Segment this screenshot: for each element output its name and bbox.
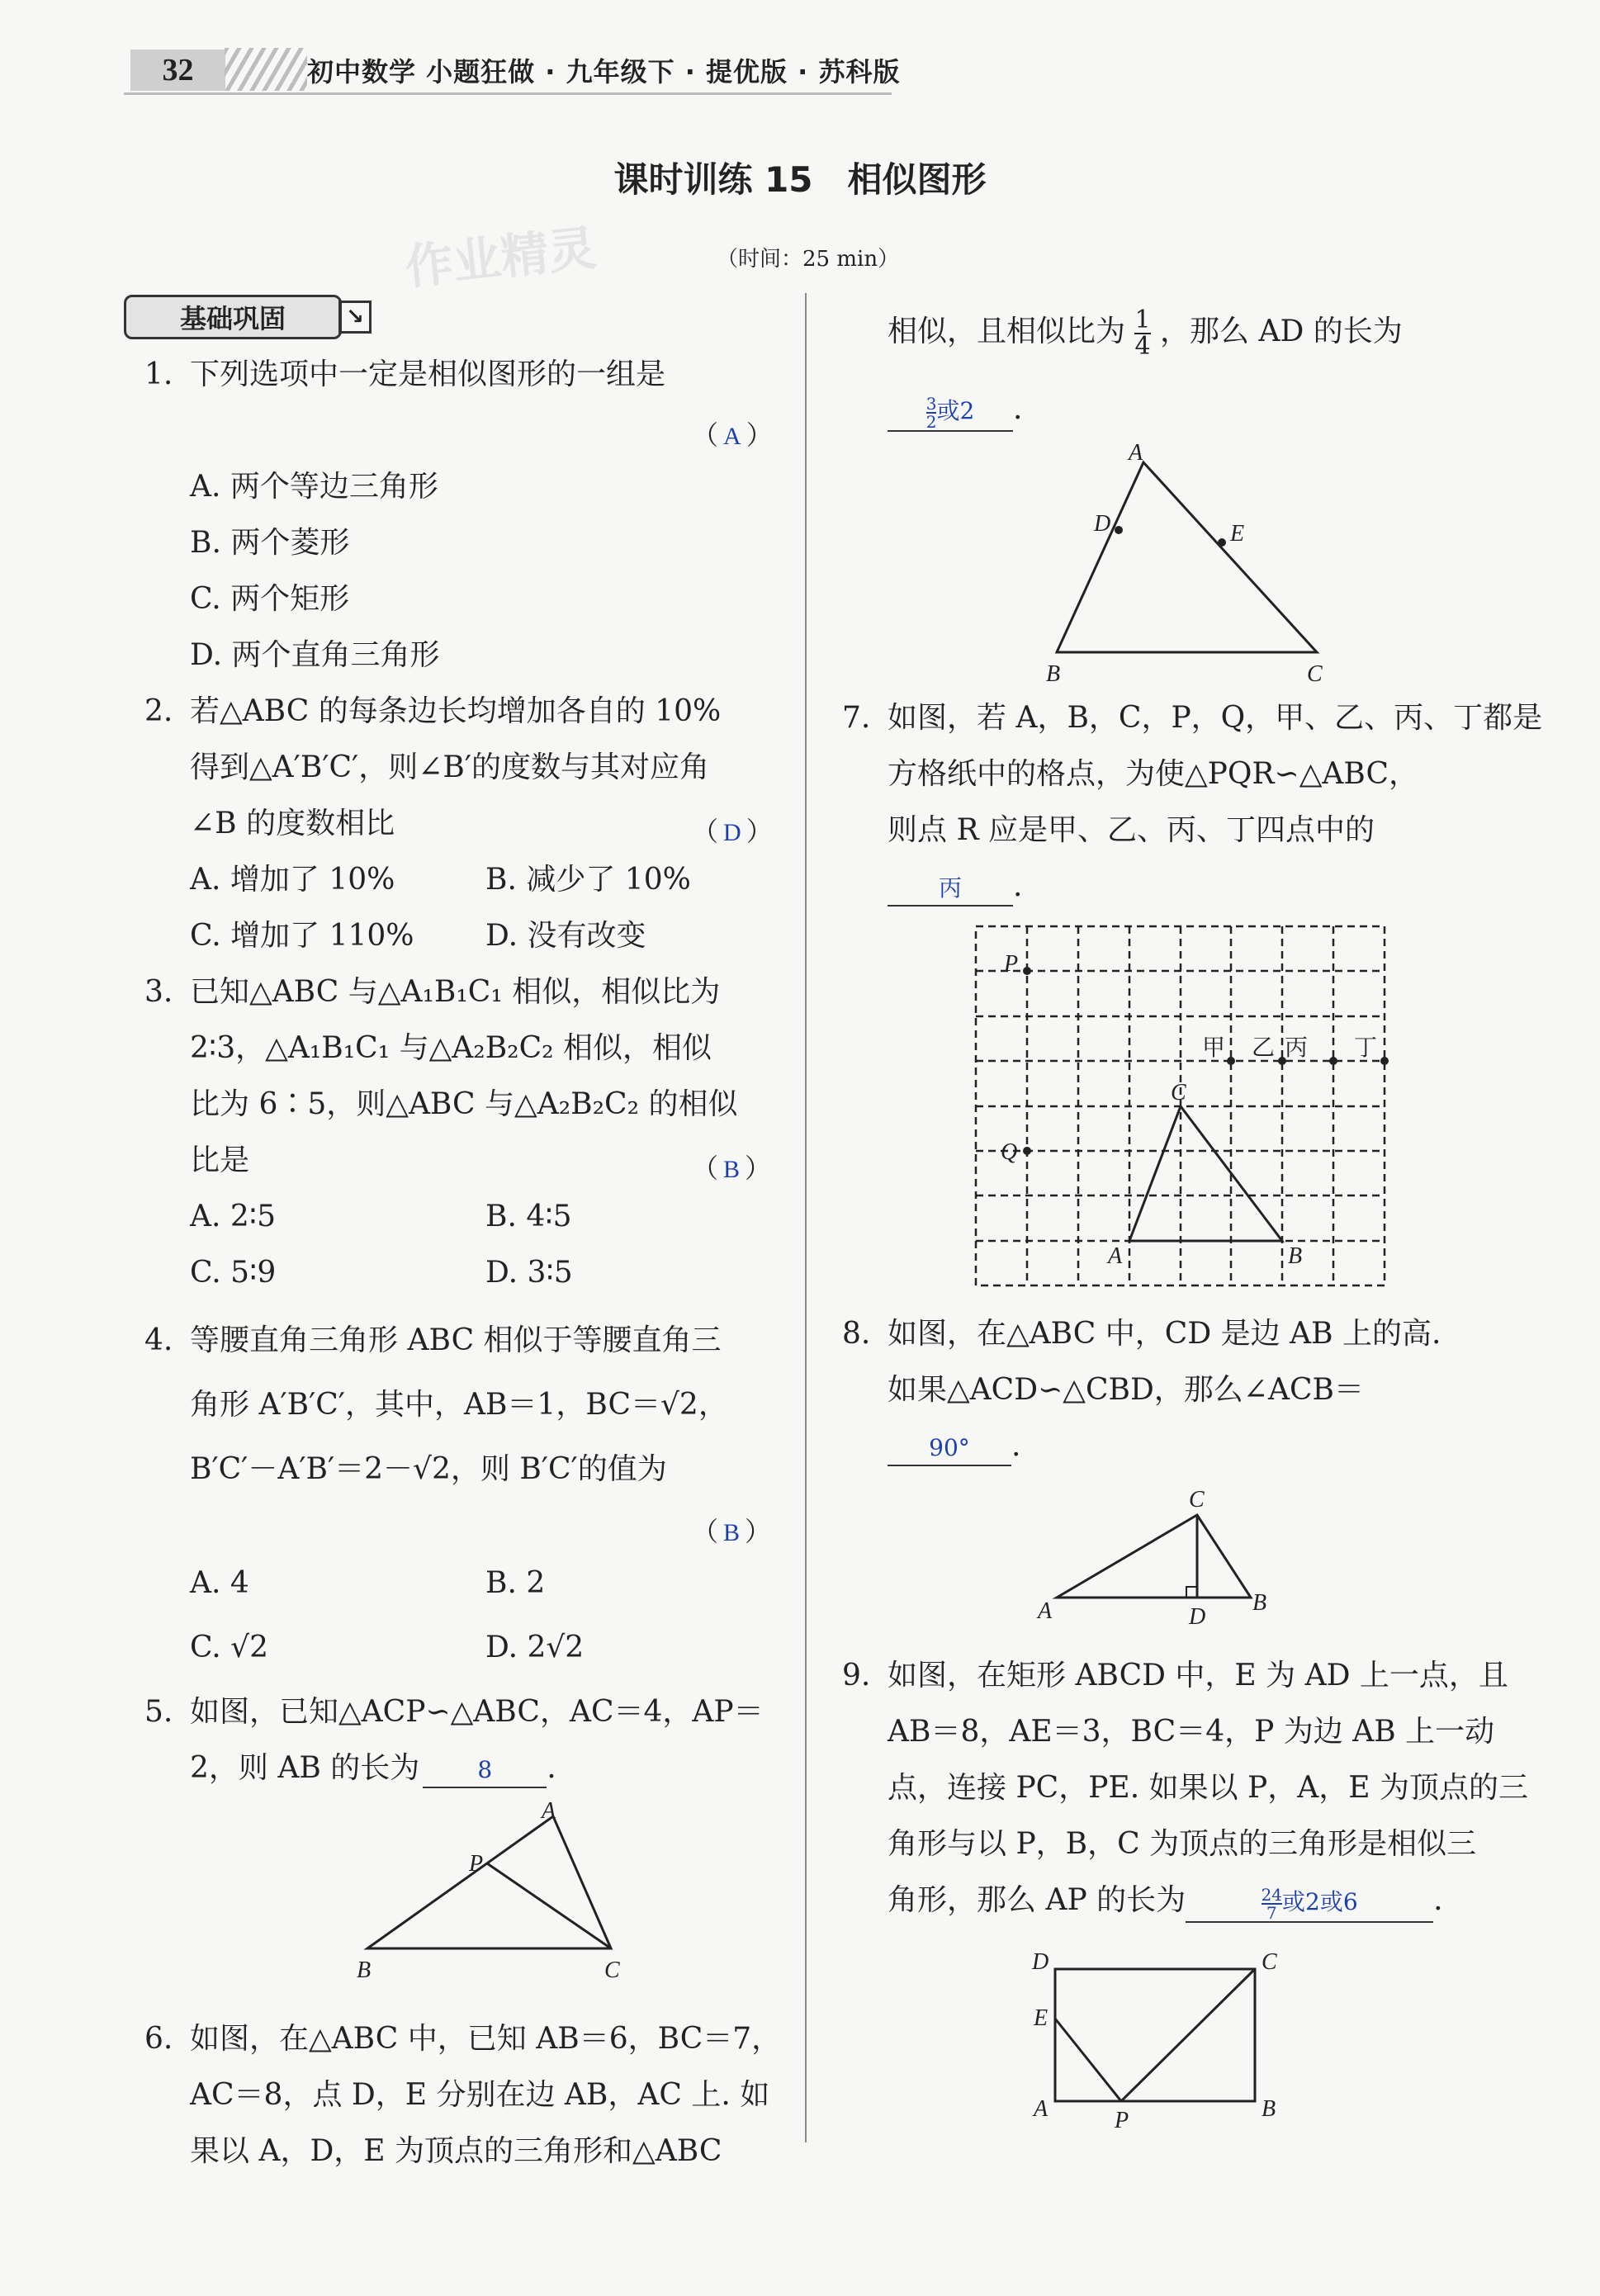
- watermark: 作业精灵: [402, 220, 599, 296]
- q1-answer: A: [723, 423, 741, 450]
- svg-text:A: A: [542, 1800, 556, 1824]
- q7-line-3: 则点 R 应是甲、乙、丙、丁四点中的: [888, 813, 1375, 847]
- q9-line-4: 角形与以 P，B，C 为顶点的三角形是相似三: [888, 1827, 1477, 1861]
- q9-line-1: 如图，在矩形 ABCD 中，E 为 AD 上一点，且: [888, 1659, 1508, 1692]
- q3-line-3: 比为 6∶5，则△ABC 与△A₂B₂C₂ 的相似: [190, 1087, 738, 1121]
- svg-text:C: C: [1307, 661, 1323, 687]
- column-divider: [805, 293, 807, 2142]
- svg-text:丁: 丁: [1354, 1034, 1378, 1061]
- svg-text:P: P: [469, 1851, 484, 1877]
- q2-option-a: A. 增加了 10%: [190, 863, 395, 897]
- q7-answer-blank: 丙: [888, 872, 1013, 907]
- q2-number: 2.: [144, 694, 173, 728]
- q3-line-1: 已知△ABC 与△A₁B₁C₁ 相似，相似比为: [190, 975, 721, 1009]
- q2-line-3: ∠B 的度数相比: [190, 807, 395, 840]
- svg-text:C: C: [1189, 1487, 1205, 1513]
- q7-number: 7.: [842, 701, 871, 735]
- svg-text:D: D: [1032, 1949, 1049, 1975]
- svg-text:B: B: [1288, 1243, 1303, 1269]
- q3-answer-paren: （ B ）: [692, 1153, 772, 1184]
- q7-line-2: 方格纸中的格点，为使△PQR∽△ABC，: [888, 757, 1419, 791]
- q5-figure: [347, 1800, 644, 1998]
- q3-option-d: D. 3∶5: [485, 1256, 573, 1290]
- q2-option-d: D. 没有改变: [485, 919, 646, 953]
- q6-figure: [1036, 442, 1350, 689]
- q4-option-c: C. √2: [190, 1631, 268, 1664]
- q4-line-1: 等腰直角三角形 ABC 相似于等腰直角三: [190, 1323, 722, 1357]
- q9-answer-blank: $\frac{24}{7}$ 或2或6: [1186, 1883, 1433, 1923]
- q1-number: 1.: [144, 357, 173, 391]
- page-number: 32: [130, 50, 225, 91]
- q3-line-2: 2∶3，△A₁B₁C₁ 与△A₂B₂C₂ 相似，相似: [190, 1031, 712, 1065]
- svg-text:A: A: [1034, 2096, 1049, 2122]
- q7-grid-figure: [958, 916, 1404, 1296]
- time-limit: （时间：25 min）: [717, 247, 900, 272]
- q1-stem: 下列选项中一定是相似图形的一组是: [190, 357, 666, 391]
- q9-line-5: 角形，那么 AP 的长为 $\frac{24}{7}$ 或2或6 .: [888, 1883, 1443, 1923]
- q6-line-2: AC＝8，点 D，E 分别在边 AB，AC 上. 如: [190, 2078, 770, 2112]
- q3-number: 3.: [144, 975, 173, 1009]
- q6-line-4: 相似，且相似比为 $\frac{1}{4}$ ，那么 AD 的长为: [888, 305, 1403, 361]
- q1-option-d: D. 两个直角三角形: [190, 638, 440, 672]
- svg-text:Q: Q: [1001, 1139, 1018, 1165]
- svg-text:C: C: [1171, 1080, 1186, 1105]
- q9-number: 9.: [842, 1659, 871, 1692]
- q9-line-2: AB＝8，AE＝3，BC＝4，P 为边 AB 上一动: [888, 1715, 1495, 1749]
- q4-answer: B: [723, 1519, 741, 1546]
- header-slashes: [225, 48, 307, 91]
- q6-line-1: 如图，在△ABC 中，已知 AB＝6，BC＝7，: [190, 2022, 782, 2056]
- q8-answer-blank: 90°: [888, 1432, 1011, 1466]
- q7-line-1: 如图，若 A，B，C，P，Q，甲、乙、丙、丁都是: [888, 701, 1543, 735]
- q2-option-b: B. 减少了 10%: [485, 863, 691, 897]
- svg-text:B: B: [357, 1958, 372, 1983]
- svg-text:乙: 乙: [1252, 1034, 1276, 1061]
- q6-line-3: 果以 A，D，E 为顶点的三角形和△ABC: [190, 2134, 722, 2168]
- q2-answer-paren: （ D ）: [692, 816, 773, 847]
- section-label: 基础巩固: [124, 295, 342, 339]
- svg-text:P: P: [1115, 2108, 1129, 2133]
- svg-text:E: E: [1230, 521, 1245, 547]
- q4-line-3: B′C′－A′B′＝2－√2，则 B′C′的值为: [190, 1452, 667, 1486]
- q1-option-b: B. 两个菱形: [190, 526, 350, 560]
- q8-number: 8.: [842, 1317, 871, 1351]
- q4-line-2: 角形 A′B′C′，其中，AB＝1，BC＝√2，: [190, 1388, 728, 1422]
- svg-text:A: A: [1129, 442, 1143, 466]
- q4-number: 4.: [144, 1323, 173, 1357]
- svg-text:D: D: [1189, 1604, 1206, 1630]
- svg-text:P: P: [1004, 951, 1019, 977]
- q3-line-4: 比是: [190, 1143, 250, 1177]
- book-title: 初中数学 小题狂做 · 九年级下 · 提优版 · 苏科版: [307, 56, 901, 88]
- q1-option-c: C. 两个矩形: [190, 582, 350, 616]
- q4-option-d: D. 2√2: [485, 1631, 585, 1664]
- q2-answer: D: [723, 819, 741, 846]
- svg-text:C: C: [1262, 1949, 1277, 1975]
- q3-option-c: C. 5∶9: [190, 1256, 277, 1290]
- q9-line-3: 点，连接 PC，PE. 如果以 P，A，E 为顶点的三: [888, 1771, 1528, 1805]
- q8-line-2: 如果△ACD∽△CBD，那么∠ACB＝: [888, 1373, 1364, 1407]
- svg-text:A: A: [1038, 1598, 1053, 1624]
- q3-answer: B: [723, 1156, 741, 1183]
- q1-option-a: A. 两个等边三角形: [190, 470, 438, 504]
- svg-text:B: B: [1262, 2096, 1276, 2122]
- header-rule: [124, 92, 892, 95]
- q6-ratio: $\frac{1}{4}$: [1134, 305, 1151, 361]
- q8-line-1: 如图，在△ABC 中，CD 是边 AB 上的高.: [888, 1317, 1441, 1351]
- q4-answer-paren: （ B ）: [692, 1516, 772, 1547]
- svg-text:B: B: [1252, 1590, 1267, 1616]
- q8-figure: [1028, 1482, 1300, 1631]
- q5-line-1: 如图，已知△ACP∽△ABC，AC＝4，AP＝: [190, 1695, 764, 1729]
- svg-text:甲: 甲: [1202, 1034, 1226, 1061]
- q5-line-2: 2，则 AB 的长为 8 .: [190, 1740, 556, 1797]
- svg-text:B: B: [1046, 661, 1061, 687]
- q8-answer-line: 90° .: [888, 1418, 1020, 1475]
- q4-option-a: A. 4: [190, 1566, 249, 1600]
- arrow-down-right-icon: ↘: [338, 301, 372, 334]
- q5-answer-blank: 8: [423, 1754, 547, 1788]
- q6-answer-blank: $\frac{3}{2}$ 或2: [888, 392, 1013, 432]
- q6-answer-line: $\frac{3}{2}$ 或2 .: [888, 392, 1022, 432]
- q2-line-1: 若△ABC 的每条边长均增加各自的 10%: [190, 694, 722, 728]
- svg-text:E: E: [1034, 2005, 1049, 2031]
- q9-figure: [1024, 1944, 1304, 2142]
- svg-text:A: A: [1108, 1243, 1123, 1269]
- q3-option-b: B. 4∶5: [485, 1200, 572, 1233]
- q2-line-2: 得到△A′B′C′，则∠B′的度数与其对应角: [190, 750, 709, 784]
- q5-number: 5.: [144, 1695, 173, 1729]
- svg-text:D: D: [1094, 511, 1111, 537]
- q3-option-a: A. 2∶5: [190, 1200, 277, 1233]
- svg-text:C: C: [604, 1958, 620, 1983]
- q1-answer-paren: （ A ）: [692, 419, 773, 451]
- q7-answer-line: 丙 .: [888, 859, 1022, 915]
- lesson-title: 课时训练 15 相似图形: [613, 159, 987, 200]
- q4-option-b: B. 2: [485, 1566, 546, 1600]
- svg-text:丙: 丙: [1285, 1034, 1309, 1061]
- q6-number: 6.: [144, 2022, 173, 2056]
- q2-option-c: C. 增加了 110%: [190, 919, 414, 953]
